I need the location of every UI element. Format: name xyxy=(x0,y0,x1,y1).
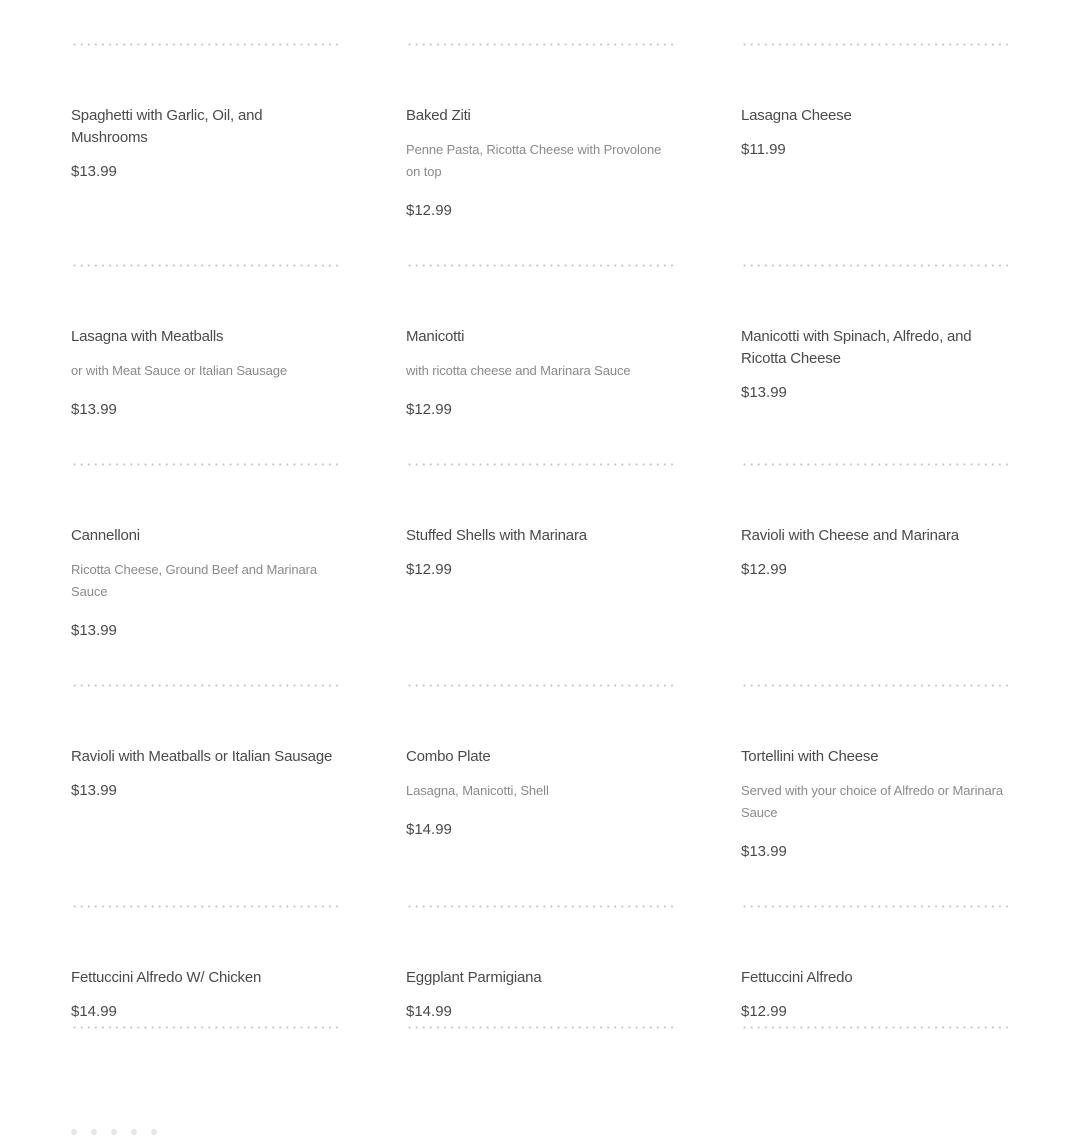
item-price: $12.99 xyxy=(406,561,452,578)
item-description: Penne Pasta, Ricotta Cheese with Provolone on top xyxy=(406,142,662,179)
item-name: Manicotti xyxy=(406,328,465,345)
item-name: Ravioli with Cheese and Marinara xyxy=(741,527,959,544)
dotted-separator xyxy=(741,463,1010,466)
menu-item-card xyxy=(406,221,675,420)
item-price: $13.99 xyxy=(71,401,117,418)
dotted-separator xyxy=(71,905,340,908)
item-price: $13.99 xyxy=(71,782,117,799)
dotted-separator xyxy=(71,684,340,687)
menu-row xyxy=(71,862,1011,1021)
item-price: $14.99 xyxy=(406,1003,452,1020)
menu-grid xyxy=(71,0,1011,1031)
dotted-separator xyxy=(741,1026,1010,1029)
dotted-separator xyxy=(71,43,340,46)
item-name: Tortellini with Cheese xyxy=(741,748,879,765)
menu-item-card xyxy=(71,221,340,420)
dotted-separator xyxy=(71,463,340,466)
dotted-separator xyxy=(406,905,675,908)
dotted-separator xyxy=(741,264,1010,267)
item-name: Stuffed Shells with Marinara xyxy=(406,527,587,544)
dotted-separator xyxy=(741,43,1010,46)
item-name: Baked Ziti xyxy=(406,107,471,124)
item-description: Served with your choice of Alfredo or Marinara Sauce xyxy=(741,783,1004,820)
dotted-separator xyxy=(406,264,675,267)
menu-item-card xyxy=(406,420,675,641)
item-name: Spaghetti with Garlic, Oil, and Mushrooms xyxy=(71,107,263,146)
item-price: $12.99 xyxy=(406,401,452,418)
item-description: or with Meat Sauce or Italian Sausage xyxy=(71,363,287,378)
menu-item-card xyxy=(406,641,675,862)
item-name: Cannelloni xyxy=(71,527,140,544)
item-name: Fettuccini Alfredo W/ Chicken xyxy=(71,969,262,986)
item-price: $12.99 xyxy=(741,1003,787,1020)
dotted-separator xyxy=(406,684,675,687)
menu-row xyxy=(71,641,1011,862)
dotted-separator xyxy=(406,43,675,46)
menu-item-card xyxy=(71,862,340,1021)
dotted-separator xyxy=(741,684,1010,687)
dotted-separator xyxy=(406,463,675,466)
item-name: Lasagna with Meatballs xyxy=(71,328,224,345)
item-price: $13.99 xyxy=(71,163,117,180)
item-name: Lasagna Cheese xyxy=(741,107,852,124)
item-name: Manicotti with Spinach, Alfredo, and Ricotta Cheese xyxy=(741,328,972,367)
menu-item-card xyxy=(741,221,1010,420)
menu-item-card xyxy=(741,0,1010,221)
item-price: $12.99 xyxy=(741,561,787,578)
menu-row xyxy=(71,0,1011,221)
item-price: $13.99 xyxy=(741,384,787,401)
item-price: $12.99 xyxy=(406,202,452,219)
item-name: Eggplant Parmigiana xyxy=(406,969,542,986)
menu-row xyxy=(71,221,1011,420)
menu-item-card xyxy=(71,0,340,221)
item-name: Ravioli with Meatballs or Italian Sausage xyxy=(71,748,333,765)
item-description: with ricotta cheese and Marinara Sauce xyxy=(406,363,631,378)
dotted-separator xyxy=(71,264,340,267)
item-price: $11.99 xyxy=(741,141,786,158)
item-price: $14.99 xyxy=(71,1003,117,1020)
menu-item-card xyxy=(741,862,1010,1021)
menu-item-card xyxy=(741,420,1010,641)
item-description: Lasagna, Manicotti, Shell xyxy=(406,783,549,798)
menu-item-card xyxy=(71,641,340,862)
menu-item-card xyxy=(71,420,340,641)
item-name: Fettuccini Alfredo xyxy=(741,969,853,986)
menu-row xyxy=(71,420,1011,641)
item-price: $13.99 xyxy=(71,622,117,639)
item-price: $14.99 xyxy=(406,821,452,838)
menu-item-card xyxy=(406,862,675,1021)
dotted-separator xyxy=(71,1026,340,1029)
dotted-separator xyxy=(741,905,1010,908)
item-price: $13.99 xyxy=(741,843,787,860)
menu-item-card xyxy=(741,641,1010,862)
menu-row xyxy=(71,1021,1011,1031)
item-name: Combo Plate xyxy=(406,748,491,765)
dotted-separator xyxy=(406,1026,675,1029)
item-description: Ricotta Cheese, Ground Beef and Marinara Sauce xyxy=(71,562,318,599)
menu-item-card xyxy=(406,0,675,221)
